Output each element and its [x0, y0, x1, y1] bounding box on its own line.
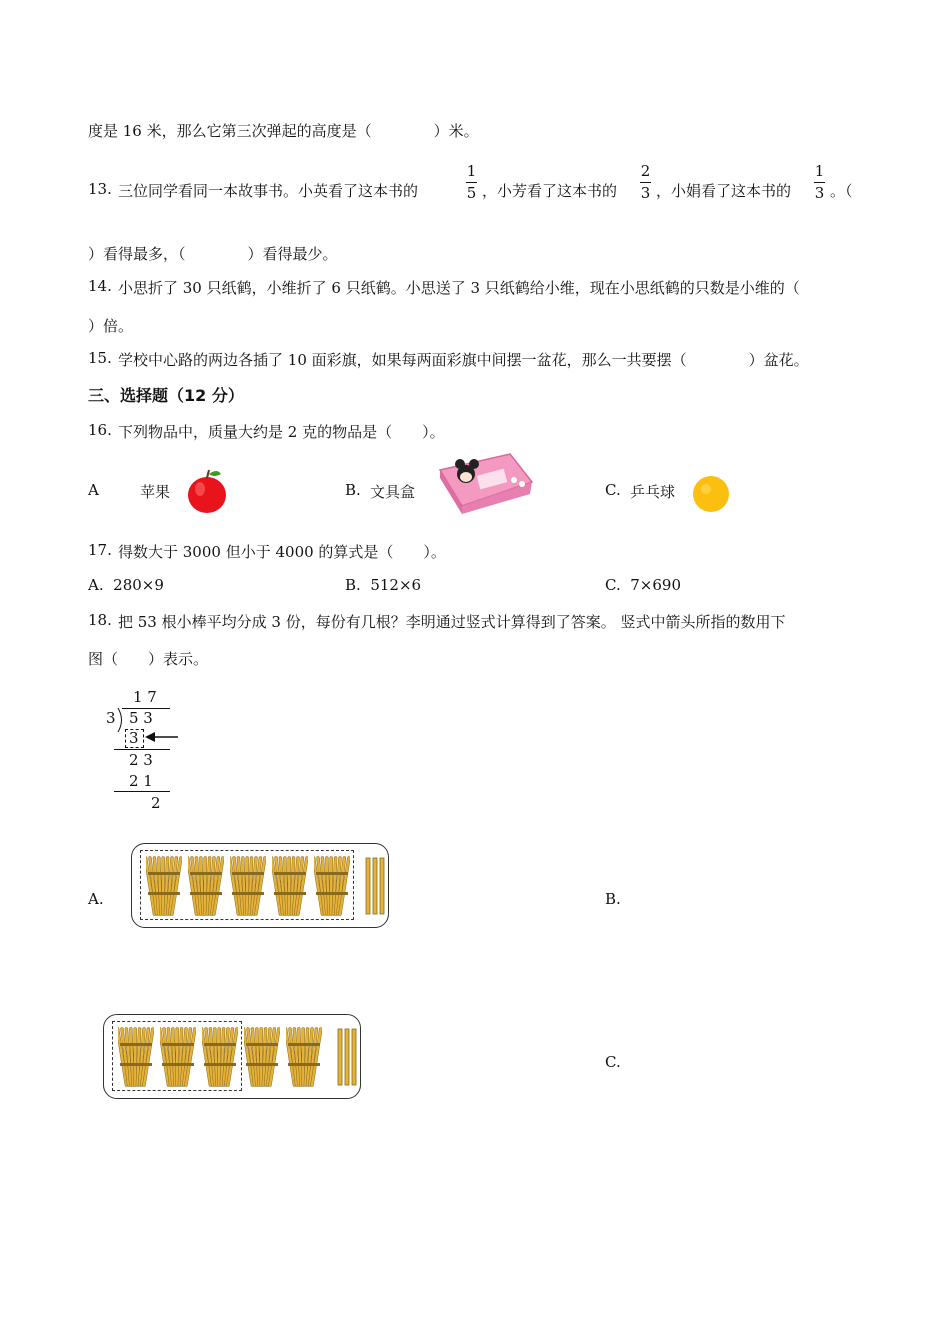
q12-text: 度是 16 米，那么它第三次弹起的高度是（: [88, 122, 372, 140]
q14-number: 14.: [88, 277, 112, 295]
q16-number: 16.: [88, 421, 112, 439]
q17-text: 得数大于 3000 但小于 4000 的算式是（ ）。: [118, 543, 446, 561]
q16-option-a-text: 苹果: [140, 483, 171, 501]
option-a-bundle-of-ten: [146, 852, 182, 922]
q13-text-2: ，小芳看了这本书的: [482, 182, 618, 200]
q15-text: 学校中心路的两边各插了 10 面彩旗，如果每两面彩旗中间摆一盆花，那么一共要摆（ ）盆花。: [118, 351, 809, 369]
option-a-bundle-of-ten: [188, 852, 224, 922]
q16-option-c-text: 乒乓球: [630, 483, 676, 501]
division-remainder-2: 2: [151, 794, 161, 812]
fraction-two-thirds: 2 3: [640, 162, 651, 202]
q13-text-4: 。（: [830, 182, 853, 200]
q17-option-c[interactable]: C. 7×690: [605, 576, 682, 594]
q12-end: ）米。: [433, 122, 479, 140]
q14-text: 小思折了 30 只纸鹤，小维折了 6 只纸鹤。小思送了 3 只纸鹤给小维，现在小思纸鹤的只数是小维的（: [118, 279, 800, 297]
option-b-bundle-of-ten: [160, 1023, 196, 1093]
option-a-bundle-of-ten: [272, 852, 308, 922]
q16-option-b-text: 文具盒: [370, 483, 416, 501]
q13-text-1: 三位同学看同一本故事书。小英看了这本书的: [118, 182, 419, 200]
division-step-1: 3: [129, 729, 139, 747]
q16-option-b-label[interactable]: B.: [345, 481, 361, 499]
option-b-single-sticks: [334, 1027, 358, 1091]
option-a-bundle-of-ten: [314, 852, 350, 922]
option-b-bundle-of-ten: [202, 1023, 238, 1093]
ping-pong-ball-icon: [691, 475, 731, 515]
q17-option-a[interactable]: A. 280×9: [88, 576, 164, 594]
section-heading: 三、选择题（12 分）: [88, 386, 244, 405]
q18-option-c-label[interactable]: C.: [605, 1053, 621, 1071]
q17-option-b[interactable]: B. 512×6: [345, 576, 422, 594]
division-divisor: 3: [106, 709, 116, 727]
q18-text: 把 53 根小棒平均分成 3 份，每份有几根？李明通过竖式计算得到了答案。 竖式中箭头所指的数用下: [118, 613, 786, 631]
option-b-bundle-of-ten: [286, 1023, 322, 1093]
long-division: [100, 688, 190, 818]
q16-text: 下列物品中，质量大约是 2 克的物品是（ ）。: [118, 423, 445, 441]
fraction-one-third: 1 3: [814, 162, 825, 202]
q13-number: 13.: [88, 180, 112, 198]
option-b-bundle-of-ten: [244, 1023, 280, 1093]
q18-option-b-label[interactable]: B.: [605, 890, 621, 908]
q18-number: 18.: [88, 611, 112, 629]
option-b-bundle-of-ten: [118, 1023, 154, 1093]
division-step-2: 2 1: [129, 772, 153, 790]
q12-line: [88, 120, 479, 141]
option-b-sticks-panel[interactable]: [103, 1014, 361, 1099]
q16-option-c-label[interactable]: C.: [605, 481, 621, 499]
q14-text-2: ）倍。: [88, 317, 134, 335]
option-a-single-sticks: [362, 856, 386, 920]
q16-option-a-label[interactable]: A: [88, 481, 99, 499]
q15-number: 15.: [88, 349, 112, 367]
q17-number: 17.: [88, 541, 112, 559]
division-dividend: 5 3: [129, 709, 153, 727]
q18-option-a-label[interactable]: A.: [88, 890, 104, 908]
q18-text-2: 图（ ）表示。: [88, 650, 209, 668]
option-a-sticks-panel[interactable]: [131, 843, 389, 928]
q13-line2: ）看得最多，（ ）看得最少。: [88, 245, 338, 263]
apple-icon: [186, 468, 228, 514]
arrow-left-icon: [145, 731, 179, 743]
division-quotient: 1 7: [133, 688, 157, 706]
q13-text-3: ，小娟看了这本书的: [656, 182, 792, 200]
division-remainder-1: 2 3: [129, 751, 153, 769]
pencil-box-icon: [436, 452, 534, 516]
fraction-one-fifth: 1 5: [466, 162, 477, 202]
option-a-bundle-of-ten: [230, 852, 266, 922]
